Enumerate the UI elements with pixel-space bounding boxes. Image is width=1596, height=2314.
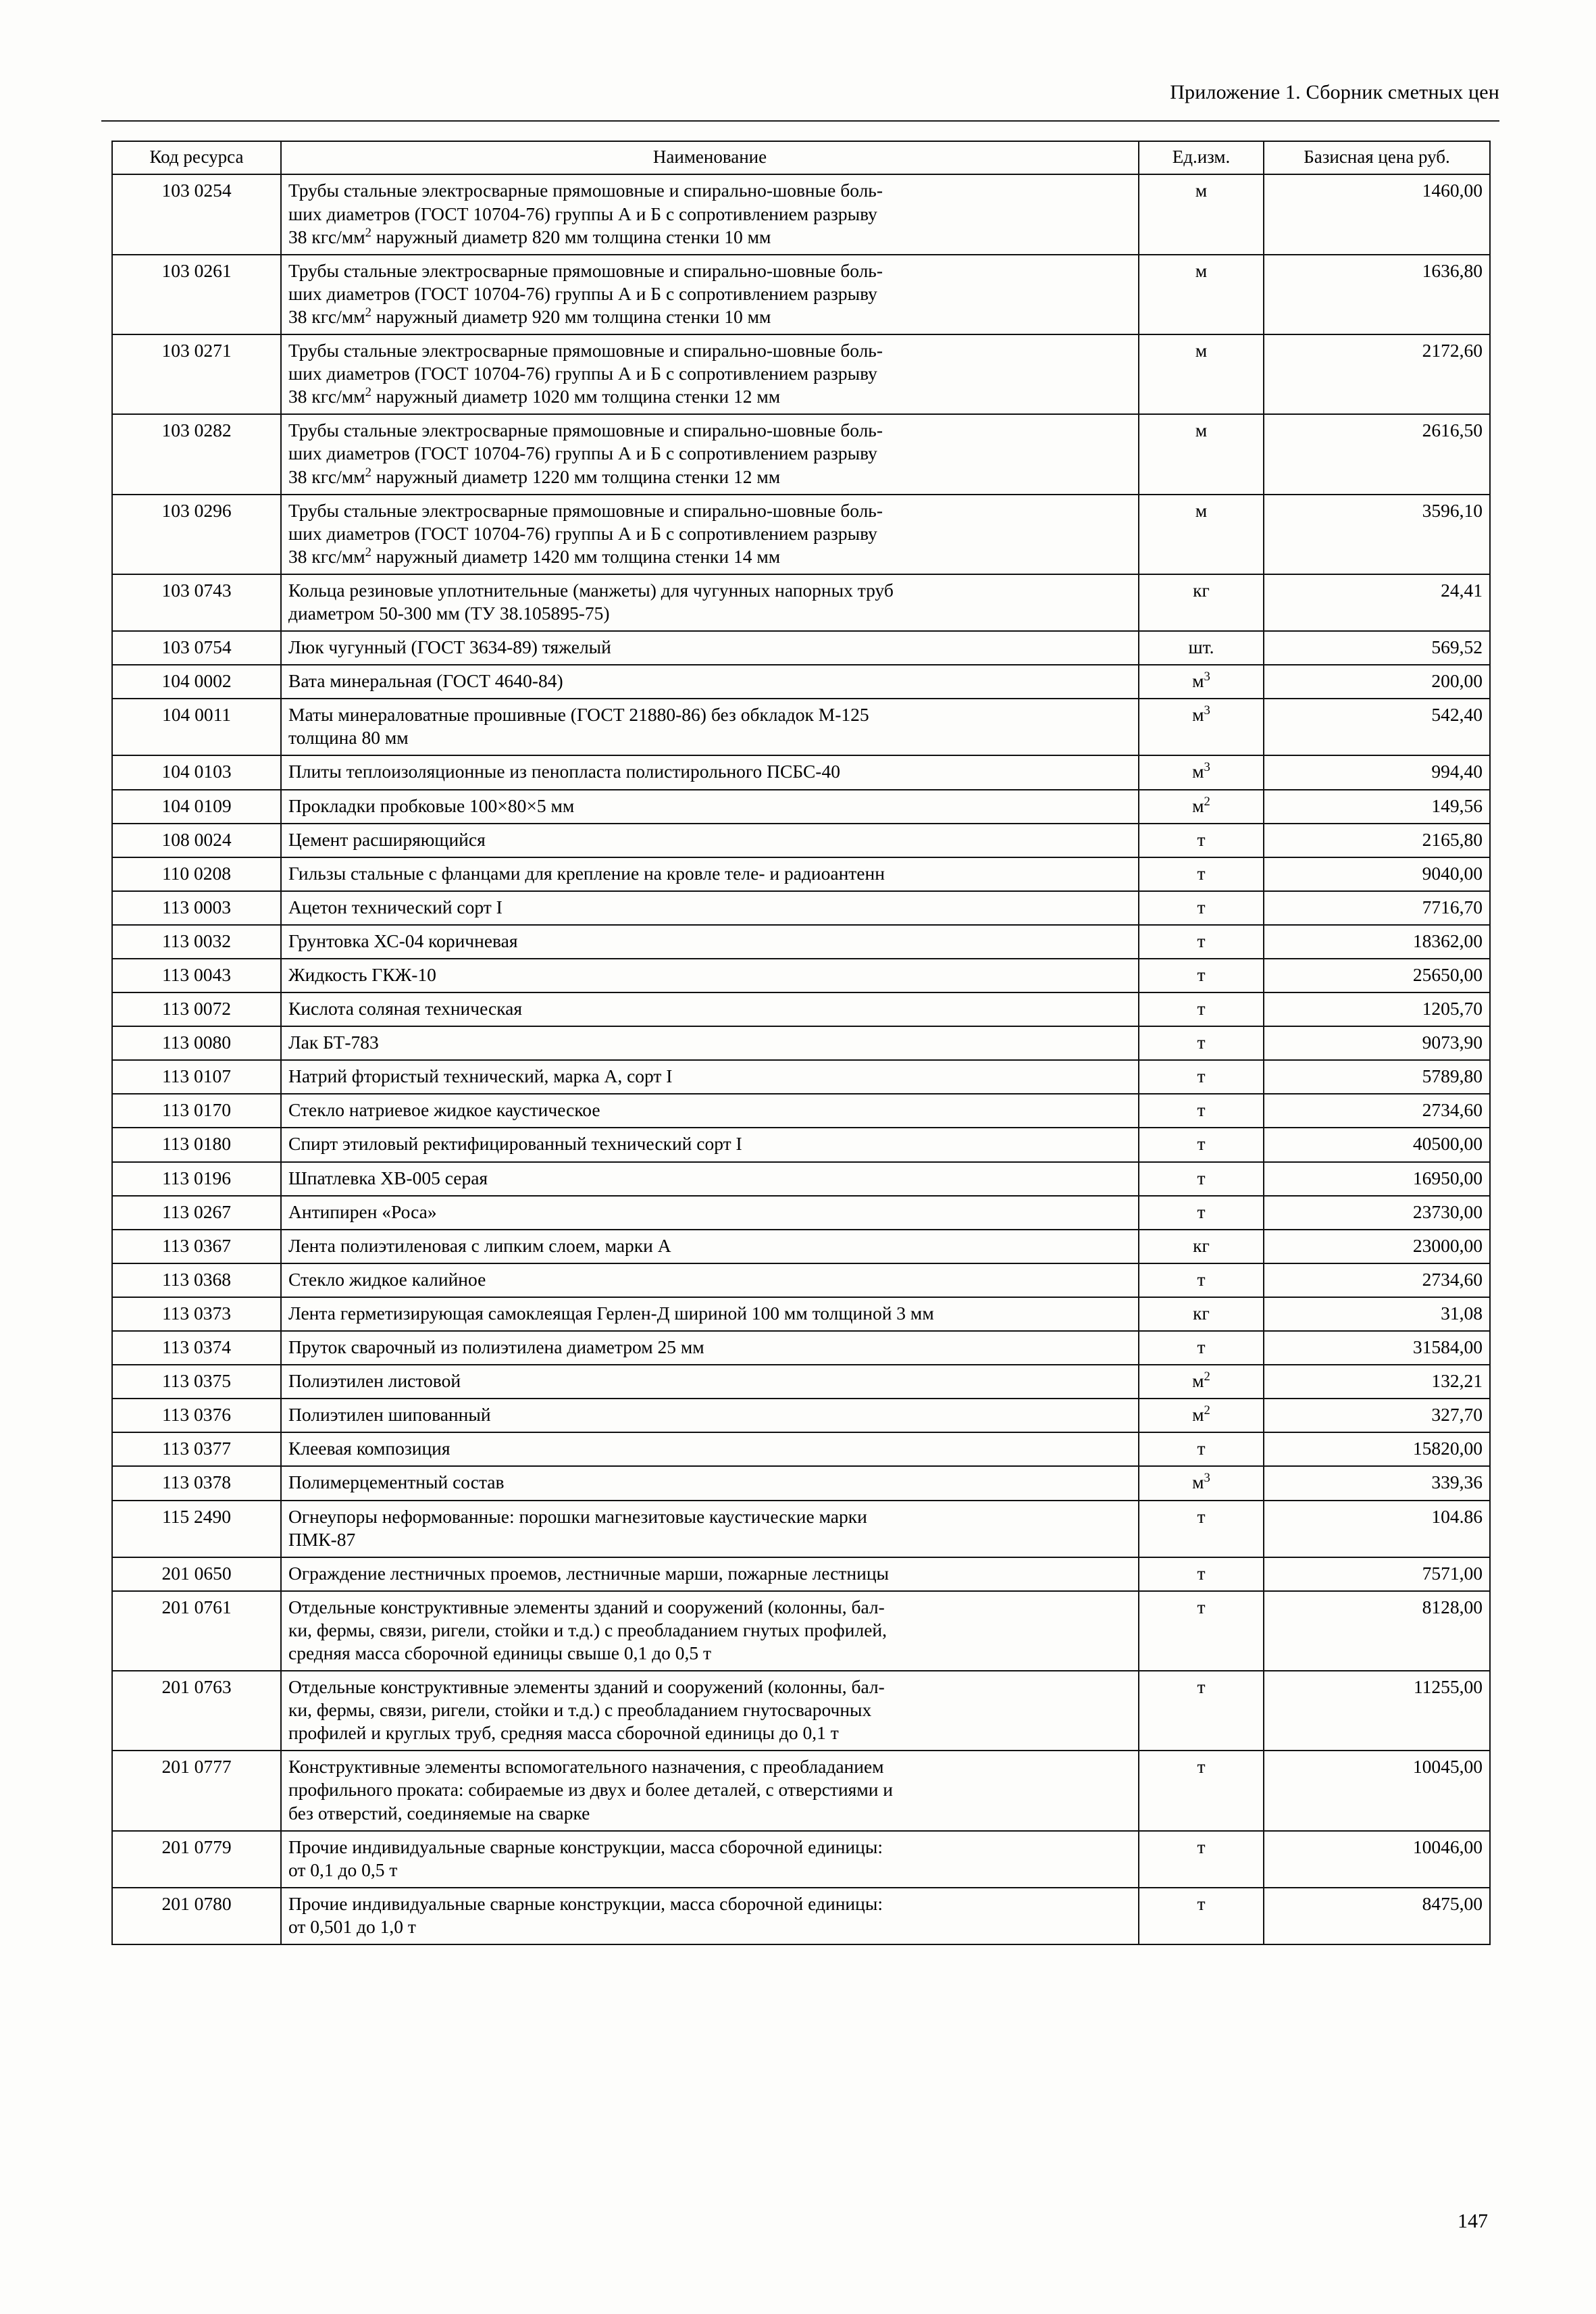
cell-price: 23000,00 — [1264, 1230, 1490, 1263]
cell-name: Натрий фтористый технический, марка А, сорт I — [281, 1060, 1139, 1094]
cell-code: 103 0296 — [112, 495, 281, 574]
cell-price: 149,56 — [1264, 790, 1490, 824]
cell-unit: т — [1139, 1501, 1264, 1557]
cell-unit: м — [1139, 334, 1264, 414]
cell-code: 113 0267 — [112, 1196, 281, 1230]
cell-code: 115 2490 — [112, 1501, 281, 1557]
cell-name: Конструктивные элементы вспомогательного назначения, с преобладанием профильного проката: собираемые из двух и более деталей, с отверстиями и без отверстий, соединяемые на сварке — [281, 1751, 1139, 1830]
cell-name: Плиты теплоизоляционные из пенопласта полистирольного ПСБС-40 — [281, 755, 1139, 789]
table-row — [112, 1060, 1490, 1094]
cell-code: 113 0374 — [112, 1331, 281, 1365]
cell-price: 40500,00 — [1264, 1128, 1490, 1161]
cell-name: Отдельные конструктивные элементы зданий и сооружений (колонны, бал- ки, фермы, связи, ригели, стойки и т.д.) с преобладанием гнутосварочных профилей и круглых труб, средняя масса сборочной единицы до 0,1 т — [281, 1671, 1139, 1751]
table-row — [112, 1196, 1490, 1230]
table-row — [112, 1331, 1490, 1365]
cell-name: Лента полиэтиленовая с липким слоем, марки А — [281, 1230, 1139, 1263]
cell-code: 113 0367 — [112, 1230, 281, 1263]
cell-code: 201 0763 — [112, 1671, 281, 1751]
cell-price: 31,08 — [1264, 1297, 1490, 1331]
cell-code: 103 0261 — [112, 255, 281, 334]
table-row — [112, 665, 1490, 699]
table-row — [112, 631, 1490, 665]
table-row — [112, 1751, 1490, 1830]
cell-price: 1205,70 — [1264, 992, 1490, 1026]
cell-unit: т — [1139, 1196, 1264, 1230]
cell-unit: $м^2$ — [1139, 790, 1264, 824]
cell-code: 113 0072 — [112, 992, 281, 1026]
cell-price: 5789,80 — [1264, 1060, 1490, 1094]
cell-name: Прочие индивидуальные сварные конструкции, масса сборочной единицы: от 0,1 до 0,5 т — [281, 1831, 1139, 1888]
table-row — [112, 174, 1490, 254]
cell-unit: т — [1139, 925, 1264, 959]
cell-code: 113 0373 — [112, 1297, 281, 1331]
cell-code: 201 0650 — [112, 1557, 281, 1591]
cell-price: 8475,00 — [1264, 1888, 1490, 1944]
cell-name: Трубы стальные электросварные прямошовные и спирально-шовные боль- ших диаметров (ГОСТ 10704-76) группы А и Б с сопротивлением разрыву 38 кгс/$мм^2$ наружный диаметр 1020 мм толщина стенки 12 мм — [281, 334, 1139, 414]
cell-name: Клеевая композиция — [281, 1432, 1139, 1466]
cell-name: Стекло натриевое жидкое каустическое — [281, 1094, 1139, 1128]
cell-price: 24,41 — [1264, 574, 1490, 631]
table-row — [112, 1263, 1490, 1297]
cell-name: Грунтовка ХС-04 коричневая — [281, 925, 1139, 959]
cell-name: Полимерцементный состав — [281, 1466, 1139, 1500]
column-header-unit: Ед.изм. — [1139, 141, 1264, 174]
cell-unit: м — [1139, 495, 1264, 574]
cell-unit: т — [1139, 1331, 1264, 1365]
page-header: Приложение 1. Сборник сметных цен — [1170, 81, 1499, 103]
cell-code: 113 0377 — [112, 1432, 281, 1466]
cell-code: 201 0779 — [112, 1831, 281, 1888]
cell-price: 25650,00 — [1264, 959, 1490, 992]
cell-name: Ацетон технический сорт I — [281, 891, 1139, 925]
cell-name: Трубы стальные электросварные прямошовные и спирально-шовные боль- ших диаметров (ГОСТ 10704-76) группы А и Б с сопротивлением разрыву 38 кгс/$мм^2$ наружный диаметр 1420 мм толщина стенки 14 мм — [281, 495, 1139, 574]
cell-unit: т — [1139, 824, 1264, 857]
cell-code: 113 0196 — [112, 1162, 281, 1196]
cell-unit: т — [1139, 1888, 1264, 1944]
cell-name: Прокладки пробковые 100×80×5 мм — [281, 790, 1139, 824]
cell-unit: $м^3$ — [1139, 699, 1264, 755]
cell-unit: т — [1139, 1263, 1264, 1297]
cell-name: Лента герметизирующая самоклеящая Герлен-Д шириной 100 мм толщиной 3 мм — [281, 1297, 1139, 1331]
cell-price: 1460,00 — [1264, 174, 1490, 254]
cell-unit: $м^2$ — [1139, 1399, 1264, 1432]
cell-price: 132,21 — [1264, 1365, 1490, 1399]
cell-price: 23730,00 — [1264, 1196, 1490, 1230]
cell-unit: м — [1139, 174, 1264, 254]
cell-price: 542,40 — [1264, 699, 1490, 755]
table-row — [112, 1230, 1490, 1263]
cell-name: Трубы стальные электросварные прямошовные и спирально-шовные боль- ших диаметров (ГОСТ 10704-76) группы А и Б с сопротивлением разрыву 38 кгс/$мм^2$ наружный диаметр 1220 мм толщина стенки 12 мм — [281, 414, 1139, 494]
cell-code: 113 0376 — [112, 1399, 281, 1432]
cell-unit: кг — [1139, 574, 1264, 631]
table-row — [112, 414, 1490, 494]
cell-unit: шт. — [1139, 631, 1264, 665]
table-header-row — [112, 141, 1490, 174]
cell-name: Трубы стальные электросварные прямошовные и спирально-шовные боль- ших диаметров (ГОСТ 10704-76) группы А и Б с сопротивлением разрыву 38 кгс/$мм^2$ наружный диаметр 820 мм толщина стенки 10 мм — [281, 174, 1139, 254]
cell-price: 104.86 — [1264, 1501, 1490, 1557]
table-row — [112, 1094, 1490, 1128]
table-row — [112, 1831, 1490, 1888]
cell-price: 200,00 — [1264, 665, 1490, 699]
cell-code: 201 0777 — [112, 1751, 281, 1830]
cell-code: 113 0080 — [112, 1026, 281, 1060]
cell-unit: кг — [1139, 1230, 1264, 1263]
table-row — [112, 574, 1490, 631]
cell-code: 113 0375 — [112, 1365, 281, 1399]
cell-price: 9073,90 — [1264, 1026, 1490, 1060]
cell-unit: т — [1139, 1591, 1264, 1671]
cell-name: Цемент расширяющийся — [281, 824, 1139, 857]
cell-price: 8128,00 — [1264, 1591, 1490, 1671]
cell-price: 569,52 — [1264, 631, 1490, 665]
cell-unit: т — [1139, 857, 1264, 891]
cell-code: 113 0378 — [112, 1466, 281, 1500]
cell-price: 994,40 — [1264, 755, 1490, 789]
table-row — [112, 699, 1490, 755]
table-row — [112, 1162, 1490, 1196]
cell-price: 7716,70 — [1264, 891, 1490, 925]
cell-unit: т — [1139, 1831, 1264, 1888]
table-row — [112, 1297, 1490, 1331]
cell-price: 2172,60 — [1264, 334, 1490, 414]
cell-code: 113 0032 — [112, 925, 281, 959]
column-header-code: Код ресурса — [112, 141, 281, 174]
cell-code: 103 0754 — [112, 631, 281, 665]
cell-name: Жидкость ГКЖ-10 — [281, 959, 1139, 992]
cell-name: Трубы стальные электросварные прямошовные и спирально-шовные боль- ших диаметров (ГОСТ 10704-76) группы А и Б с сопротивлением разрыву 38 кгс/$мм^2$ наружный диаметр 920 мм толщина стенки 10 мм — [281, 255, 1139, 334]
cell-code: 113 0107 — [112, 1060, 281, 1094]
cell-unit: т — [1139, 1026, 1264, 1060]
page-number: 147 — [1458, 2210, 1488, 2232]
table-row — [112, 1888, 1490, 1944]
table-row — [112, 1399, 1490, 1432]
cell-code: 110 0208 — [112, 857, 281, 891]
cell-code: 113 0368 — [112, 1263, 281, 1297]
table-row — [112, 1591, 1490, 1671]
cell-price: 2616,50 — [1264, 414, 1490, 494]
table-row — [112, 495, 1490, 574]
cell-name: Маты минераловатные прошивные (ГОСТ 21880-86) без обкладок М-125 толщина 80 мм — [281, 699, 1139, 755]
cell-code: 113 0003 — [112, 891, 281, 925]
cell-name: Прочие индивидуальные сварные конструкции, масса сборочной единицы: от 0,501 до 1,0 т — [281, 1888, 1139, 1944]
cell-name: Огнеупоры неформованные: порошки магнезитовые каустические марки ПМК-87 — [281, 1501, 1139, 1557]
table-row — [112, 824, 1490, 857]
table-row — [112, 1557, 1490, 1591]
table-row — [112, 959, 1490, 992]
table-row — [112, 857, 1490, 891]
cell-unit: кг — [1139, 1297, 1264, 1331]
cell-unit: $м^3$ — [1139, 1466, 1264, 1500]
table-row — [112, 755, 1490, 789]
table-body — [112, 174, 1490, 1944]
cell-unit: $м^3$ — [1139, 665, 1264, 699]
cell-name: Спирт этиловый ректифицированный технический сорт I — [281, 1128, 1139, 1161]
cell-code: 113 0043 — [112, 959, 281, 992]
price-table — [111, 141, 1491, 1945]
cell-code: 201 0780 — [112, 1888, 281, 1944]
table-row — [112, 891, 1490, 925]
cell-name: Пруток сварочный из полиэтилена диаметром 25 мм — [281, 1331, 1139, 1365]
cell-name: Вата минеральная (ГОСТ 4640-84) — [281, 665, 1139, 699]
cell-name: Кислота соляная техническая — [281, 992, 1139, 1026]
cell-unit: $м^3$ — [1139, 755, 1264, 789]
cell-price: 1636,80 — [1264, 255, 1490, 334]
cell-price: 7571,00 — [1264, 1557, 1490, 1591]
column-header-name: Наименование — [281, 141, 1139, 174]
cell-name: Полиэтилен шипованный — [281, 1399, 1139, 1432]
table-row — [112, 1466, 1490, 1500]
cell-code: 103 0282 — [112, 414, 281, 494]
table-row — [112, 790, 1490, 824]
cell-price: 2734,60 — [1264, 1094, 1490, 1128]
cell-code: 113 0180 — [112, 1128, 281, 1161]
cell-unit: м — [1139, 255, 1264, 334]
cell-name: Шпатлевка ХВ-005 серая — [281, 1162, 1139, 1196]
table-row — [112, 255, 1490, 334]
cell-unit: $м^2$ — [1139, 1365, 1264, 1399]
header-divider — [101, 120, 1499, 122]
cell-unit: т — [1139, 1128, 1264, 1161]
cell-name: Антипирен «Роса» — [281, 1196, 1139, 1230]
cell-code: 103 0743 — [112, 574, 281, 631]
cell-name: Ограждение лестничных проемов, лестничные марши, пожарные лестницы — [281, 1557, 1139, 1591]
cell-price: 31584,00 — [1264, 1331, 1490, 1365]
table-row — [112, 1365, 1490, 1399]
cell-code: 108 0024 — [112, 824, 281, 857]
cell-unit: т — [1139, 1751, 1264, 1830]
cell-unit: т — [1139, 992, 1264, 1026]
table-row — [112, 334, 1490, 414]
table-row — [112, 925, 1490, 959]
cell-name: Полиэтилен листовой — [281, 1365, 1139, 1399]
cell-price: 327,70 — [1264, 1399, 1490, 1432]
cell-code: 113 0170 — [112, 1094, 281, 1128]
cell-unit: т — [1139, 1162, 1264, 1196]
cell-code: 104 0103 — [112, 755, 281, 789]
cell-code: 104 0002 — [112, 665, 281, 699]
cell-price: 3596,10 — [1264, 495, 1490, 574]
cell-code: 103 0271 — [112, 334, 281, 414]
cell-unit: т — [1139, 891, 1264, 925]
cell-code: 104 0011 — [112, 699, 281, 755]
cell-price: 2165,80 — [1264, 824, 1490, 857]
table-row — [112, 1026, 1490, 1060]
cell-name: Отдельные конструктивные элементы зданий и сооружений (колонны, бал- ки, фермы, связи, ригели, стойки и т.д.) с преобладанием гнутых профилей, средняя масса сборочной единицы свыше 0,1 до 0,5 т — [281, 1591, 1139, 1671]
cell-unit: т — [1139, 1060, 1264, 1094]
cell-name: Кольца резиновые уплотнительные (манжеты) для чугунных напорных труб диаметром 50-300 мм (ТУ 38.105895-75) — [281, 574, 1139, 631]
cell-unit: т — [1139, 1432, 1264, 1466]
cell-name: Лак БТ-783 — [281, 1026, 1139, 1060]
cell-code: 103 0254 — [112, 174, 281, 254]
table-row — [112, 992, 1490, 1026]
table-row — [112, 1432, 1490, 1466]
cell-price: 15820,00 — [1264, 1432, 1490, 1466]
cell-price: 16950,00 — [1264, 1162, 1490, 1196]
cell-unit: т — [1139, 959, 1264, 992]
cell-price: 10046,00 — [1264, 1831, 1490, 1888]
cell-code: 104 0109 — [112, 790, 281, 824]
cell-price: 11255,00 — [1264, 1671, 1490, 1751]
cell-price: 18362,00 — [1264, 925, 1490, 959]
cell-price: 339,36 — [1264, 1466, 1490, 1500]
cell-unit: т — [1139, 1557, 1264, 1591]
cell-unit: м — [1139, 414, 1264, 494]
table-row — [112, 1671, 1490, 1751]
cell-unit: т — [1139, 1094, 1264, 1128]
cell-unit: т — [1139, 1671, 1264, 1751]
cell-name: Гильзы стальные с фланцами для крепление на кровле теле- и радиоантенн — [281, 857, 1139, 891]
table-row — [112, 1501, 1490, 1557]
cell-price: 2734,60 — [1264, 1263, 1490, 1297]
cell-price: 10045,00 — [1264, 1751, 1490, 1830]
cell-code: 201 0761 — [112, 1591, 281, 1671]
column-header-price: Базисная цена руб. — [1264, 141, 1490, 174]
cell-name: Стекло жидкое калийное — [281, 1263, 1139, 1297]
cell-name: Люк чугунный (ГОСТ 3634-89) тяжелый — [281, 631, 1139, 665]
cell-price: 9040,00 — [1264, 857, 1490, 891]
table-row — [112, 1128, 1490, 1161]
